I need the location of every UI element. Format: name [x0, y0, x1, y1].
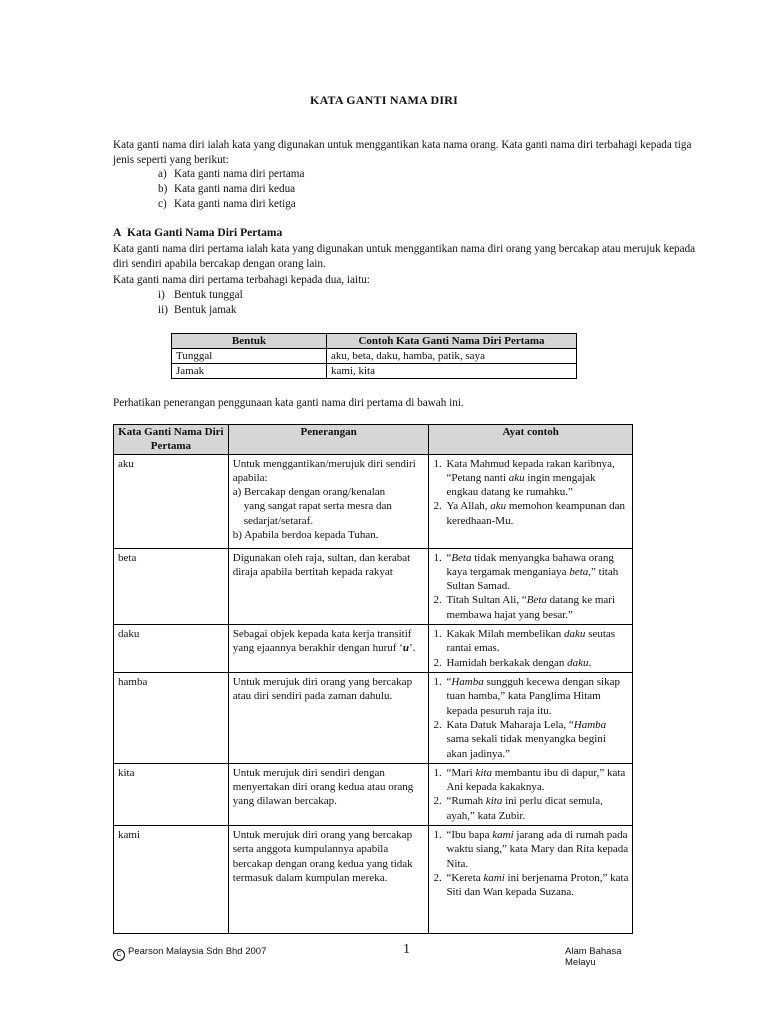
example-cell: [429, 826, 633, 934]
list-item: ii) Bentuk jamak: [158, 304, 237, 316]
description-cell: Digunakan oleh raja, sultan, dan kerabat diraja apabila bertitah kepada rakyat: [228, 548, 429, 624]
note-paragraph: Perhatikan penerangan penggunaan kata ganti nama diri pertama di bawah ini.: [113, 397, 464, 409]
example-item: 1. “Ibu bapa kami jarang ada di rumah pada waktu siang,” kata Mary dan Rita kepada Nita.: [433, 829, 629, 870]
example-item: 1. “Hamba sungguh kecewa dengan sikap tuan hamba,” kata Panglima Hitam kepada pesuruh raja itu.: [433, 676, 620, 717]
example-cell: [429, 673, 633, 764]
description-cell: Sebagai objek kepada kata kerja transitif yang ejaannya berakhir dengan huruf ‘u’.: [228, 625, 429, 673]
section-heading: A Kata Ganti Nama Diri Pertama: [113, 227, 283, 239]
list-item: i) Bentuk tunggal: [158, 289, 243, 301]
table-row: [114, 763, 633, 825]
page-number: 1: [403, 942, 410, 957]
table-row: [172, 364, 577, 379]
table-header-row: [114, 425, 633, 455]
example-item: 1. Kata Mahmud kepada rakan karibnya, “Petang nanti aku ingin mengajak engkau datang ke rumahku.”: [433, 457, 615, 499]
list-item: a) Kata ganti nama diri pertama: [158, 168, 305, 180]
example-item: 2. “Kereta kami ini berjenama Proton,” kata Siti dan Wan kepada Suzana.: [433, 871, 629, 899]
example-cell: [429, 454, 633, 548]
word-cell: beta: [114, 548, 229, 624]
description-cell: Untuk merujuk diri sendiri dengan menyertakan diri orang kedua atau orang yang dilawan bercakap.: [228, 763, 429, 825]
column-header: Contoh Kata Ganti Nama Diri Pertama: [327, 334, 577, 349]
example-item: 2. Kata Datuk Maharaja Lela, “Hamba sama sekali tidak menyangka begini akan jadinya.”: [433, 718, 607, 760]
list-item: b) Kata ganti nama diri kedua: [158, 183, 296, 195]
example-item: 2. Titah Sultan Ali, “Beta datang ke mari membawa hajat yang besar.”: [433, 594, 616, 621]
description-cell: Untuk menggantikan/merujuk diri sendiri apabila: a) Bercakap dengan orang/kenalan yang sangat rapat serta mesra dan sedarjat/setaraf. b) Apabila berdoa kepada Tuhan.: [228, 454, 429, 548]
footer-publisher: C Pearson Malaysia Sdn Bhd 2007: [113, 946, 266, 961]
intro-list: [158, 167, 304, 212]
table-cell: kami, kita: [327, 364, 577, 379]
word-cell: kami: [114, 826, 229, 934]
example-cell: [429, 763, 633, 825]
section-list: [158, 288, 243, 318]
table-row: [114, 548, 633, 624]
section-paragraph-2: Kata ganti nama diri pertama terbahagi kepada dua, iaitu:: [113, 274, 370, 286]
page-footer: [113, 942, 653, 968]
table-row: [172, 349, 577, 364]
example-item: 2. “Rumah kita ini perlu dicat semula, ayah,” kata Zubir.: [433, 795, 603, 822]
word-cell: aku: [114, 454, 229, 548]
section-paragraph: Kata ganti nama diri pertama ialah kata yang digunakan untuk menggantikan nama diri orang yang bercakap atau merujuk kepada diri sendiri apabila bercakap dengan orang lain.: [113, 243, 696, 270]
description-cell: Untuk merujuk diri orang yang bercakap serta anggota kumpulannya apabila bercakap dengan orang kedua yang tidak termasuk dalam kumpulan mereka.: [228, 826, 429, 934]
example-item: 2. Ya Allah, aku memohon keampunan dan keredhaan-Mu.: [433, 500, 625, 527]
table-row: [114, 454, 633, 548]
word-cell: kita: [114, 763, 229, 825]
word-cell: hamba: [114, 673, 229, 764]
copyright-icon: C: [113, 949, 125, 961]
column-header: Bentuk: [172, 334, 327, 349]
table-header-row: [172, 334, 577, 349]
table-row: [114, 826, 633, 934]
list-item: c) Kata ganti nama diri ketiga: [158, 198, 296, 210]
column-header: Penerangan: [228, 425, 429, 455]
example-cell: [429, 625, 633, 673]
column-header: Ayat contoh: [429, 425, 633, 455]
page-title: KATA GANTI NAMA DIRI: [310, 93, 458, 107]
table-row: [114, 625, 633, 673]
description-cell: Untuk merujuk diri orang yang bercakap atau diri sendiri pada zaman dahulu.: [228, 673, 429, 764]
example-item: 2. Hamidah berkakak dengan daku.: [433, 656, 592, 669]
usage-table: [113, 424, 633, 934]
forms-table: [171, 333, 577, 379]
example-item: 1. Kakak Milah membelikan daku seutas rantai emas.: [433, 628, 616, 655]
footer-book-title: Alam Bahasa Melayu: [565, 946, 622, 968]
column-header: Kata Ganti Nama Diri Pertama: [114, 425, 229, 455]
table-cell: Tunggal: [172, 349, 327, 364]
example-cell: [429, 548, 633, 624]
table-row: [114, 673, 633, 764]
intro-paragraph: Kata ganti nama diri ialah kata yang digunakan untuk menggantikan kata nama orang. Kata ganti nama diri terbahagi kepada tiga jenis seperti yang berikut:: [113, 139, 692, 166]
word-cell: daku: [114, 625, 229, 673]
example-item: 1. “Mari kita membantu ibu di dapur,” kata Ani kepada kakaknya.: [433, 766, 626, 794]
table-cell: Jamak: [172, 364, 327, 379]
example-item: 1. “Beta tidak menyangka bahawa orang kaya tergamak menganiaya beta,” titah Sultan Samad.: [433, 551, 619, 593]
table-cell: aku, beta, daku, hamba, patik, saya: [327, 349, 577, 364]
